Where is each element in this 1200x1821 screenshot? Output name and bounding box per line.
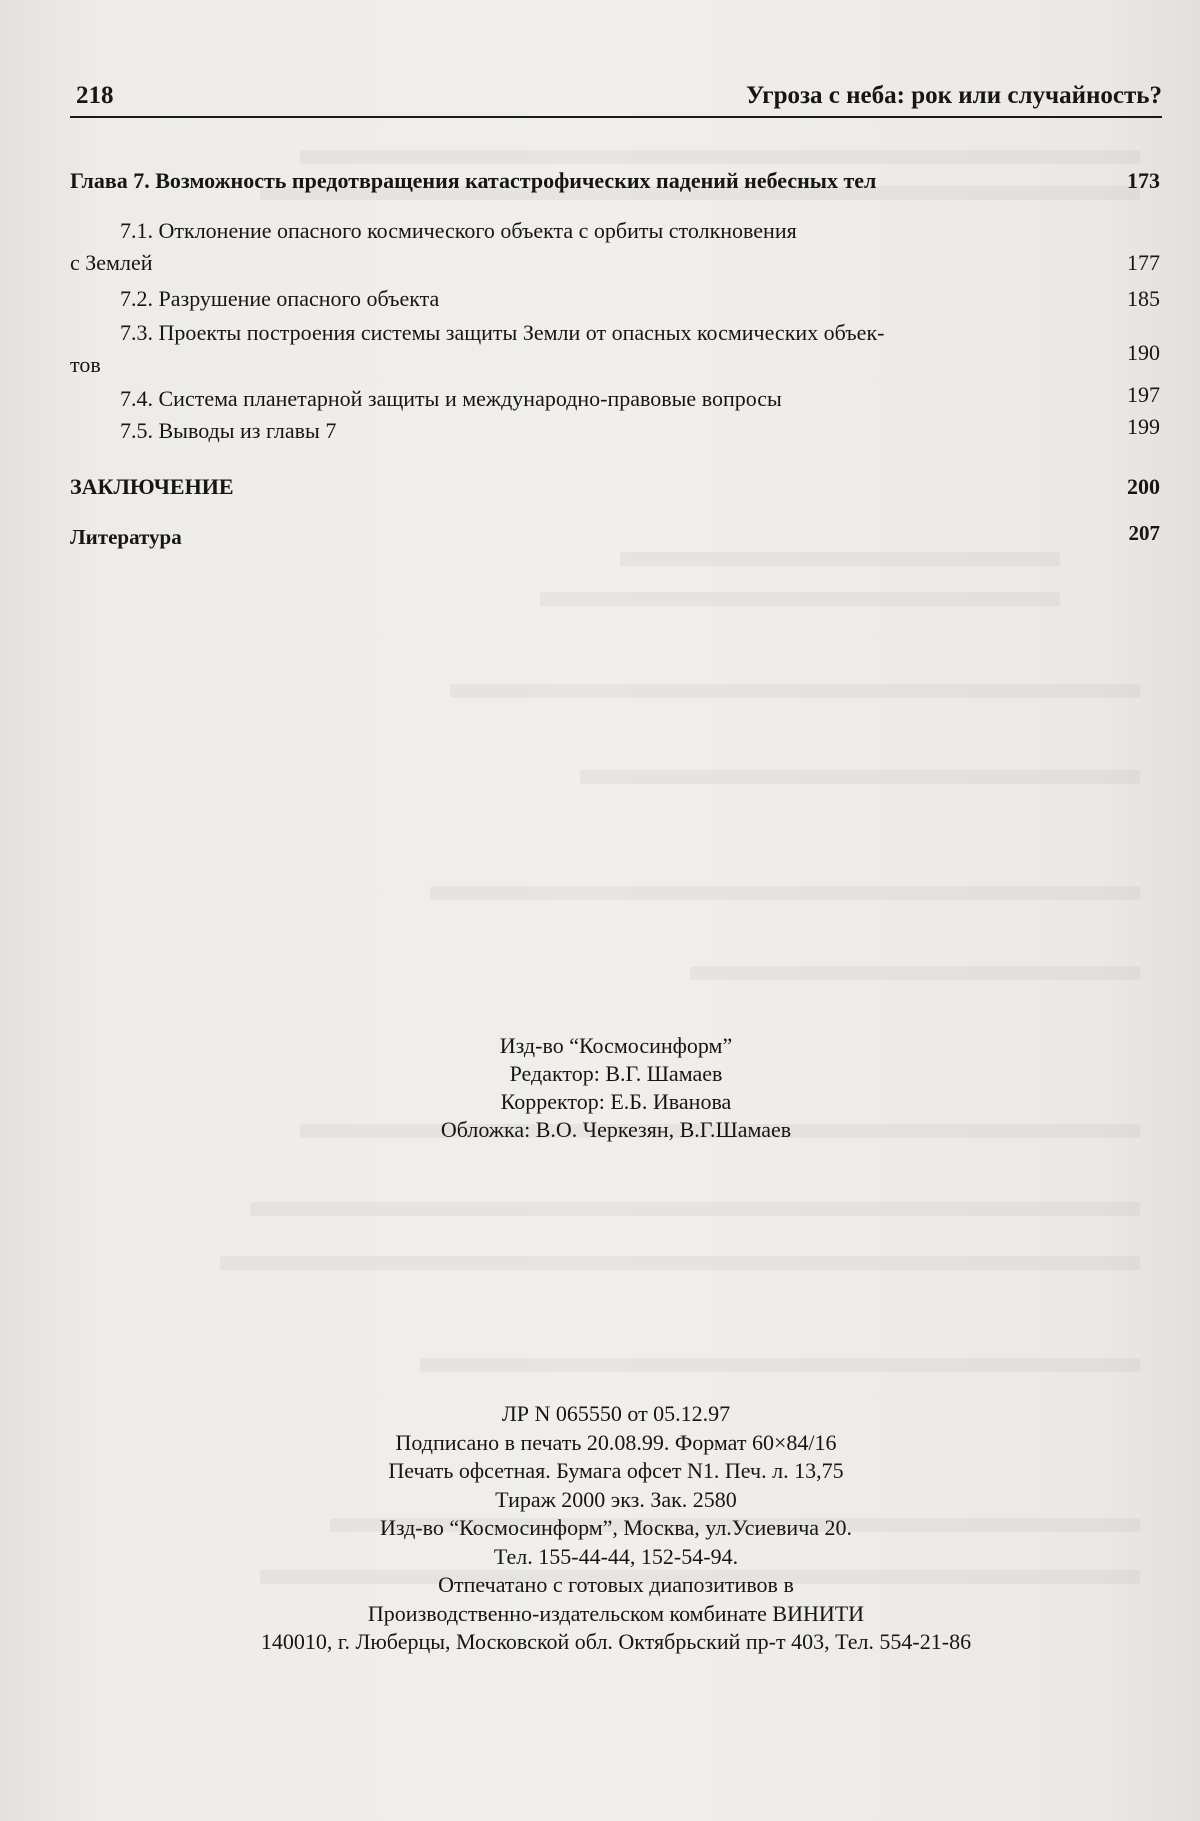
toc-entry-title: ЗАКЛЮЧЕНИЕ bbox=[70, 474, 234, 499]
credits-block bbox=[70, 1032, 1162, 1144]
colophon-block bbox=[70, 1400, 1162, 1657]
toc-entry-title-continuation: с Землей bbox=[70, 250, 153, 275]
toc-entry-title: 7.5. Выводы из главы 7 bbox=[120, 418, 337, 443]
printer-address-line: 140010, г. Люберцы, Московской обл. Октябрьский пр-т 403, Тел. 554-21-86 bbox=[260, 1629, 972, 1654]
publisher-line: Изд-во “Космосинформ” bbox=[499, 1033, 733, 1058]
cover-designer-line: Обложка: В.О. Черкезян, В.Г.Шамаев bbox=[440, 1117, 792, 1142]
toc-entry-title: Глава 7. Возможность предотвращения катастрофических падений небесных тел bbox=[70, 168, 877, 193]
toc-entry-page: 177 bbox=[1127, 250, 1160, 275]
page-number: 218 bbox=[76, 82, 114, 109]
toc-entry-title: 7.2. Разрушение опасного объекта bbox=[120, 286, 440, 311]
signed-to-print-line: Подписано в печать 20.08.99. Формат 60×84/16 bbox=[395, 1429, 837, 1455]
bleed-through-line bbox=[450, 684, 1140, 698]
publisher-phone-line: Тел. 155-44-44, 152-54-94. bbox=[493, 1543, 739, 1569]
editor-line: Редактор: В.Г. Шамаев bbox=[509, 1061, 723, 1086]
toc-entry-title: 7.3. Проекты построения системы защиты Земли от опасных космических объек- bbox=[120, 320, 885, 345]
bleed-through-line bbox=[580, 770, 1140, 784]
toc-entry-title: 7.4. Система планетарной защиты и международно-правовые вопросы bbox=[120, 386, 782, 411]
toc-entry-page: 200 bbox=[1127, 474, 1160, 499]
toc-entry-title: 7.1. Отклонение опасного космического объекта с орбиты столкновения bbox=[120, 218, 797, 243]
toc-entry-page: 197 bbox=[1127, 382, 1160, 407]
proofreader-line: Корректор: Е.Б. Иванова bbox=[500, 1089, 732, 1114]
bleed-through-line bbox=[620, 552, 1060, 566]
toc-entry-title-continuation: тов bbox=[70, 352, 101, 377]
bleed-through-line bbox=[430, 886, 1140, 900]
bleed-through-line bbox=[300, 150, 1140, 164]
print-run-line: Тираж 2000 экз. Зак. 2580 bbox=[495, 1486, 737, 1512]
running-title: Угроза с неба: рок или случайность? bbox=[745, 82, 1162, 109]
toc-entry-page: 190 bbox=[1127, 340, 1160, 365]
printed-from-line: Отпечатано с готовых диапозитивов в bbox=[438, 1572, 794, 1597]
publisher-address-line: Изд-во “Космосинформ”, Москва, ул.Усиевича 20. bbox=[379, 1515, 853, 1540]
toc-entry-page: 199 bbox=[1127, 414, 1160, 439]
license-line: ЛР N 065550 от 05.12.97 bbox=[501, 1401, 731, 1426]
bleed-through-line bbox=[220, 1256, 1140, 1270]
toc-entry-page: 185 bbox=[1127, 286, 1160, 311]
print-details-line: Печать офсетная. Бумага офсет N1. Печ. л. 13,75 bbox=[388, 1458, 844, 1483]
printer-name-line: Производственно-издательском комбинате ВИНИТИ bbox=[367, 1600, 865, 1626]
running-header bbox=[70, 76, 1162, 118]
toc-entry-title: Литература bbox=[70, 525, 182, 549]
toc-entry-page: 207 bbox=[1128, 521, 1160, 545]
bleed-through-line bbox=[540, 592, 1060, 606]
bleed-through-line bbox=[420, 1358, 1140, 1372]
bleed-through-line bbox=[250, 1202, 1140, 1216]
toc-entry-page: 173 bbox=[1127, 168, 1160, 193]
bleed-through-line bbox=[690, 966, 1140, 980]
